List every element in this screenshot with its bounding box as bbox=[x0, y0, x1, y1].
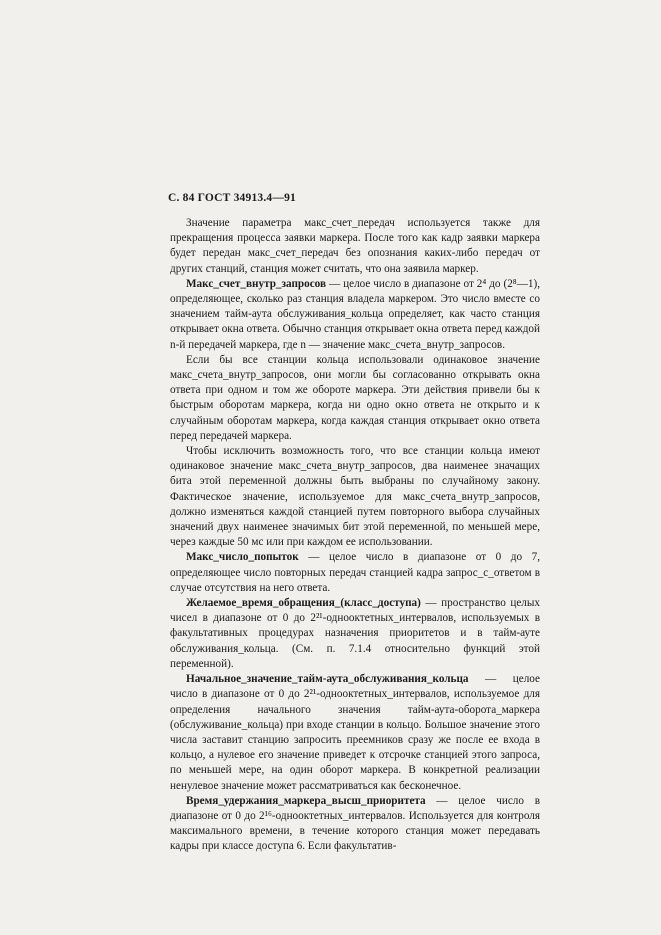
term: Макс_счет_внутр_запросов bbox=[186, 277, 327, 290]
term: Желаемое_время_обращения_(класс_доступа) bbox=[186, 597, 421, 610]
paragraph bbox=[170, 794, 540, 855]
paragraph bbox=[170, 672, 540, 794]
paragraph bbox=[170, 550, 540, 596]
paragraph-text: — пространство целых чисел в диапазоне от 0 до 2²¹-однооктетных_интервалов, используемых в факультативных процедурах назначения приоритетов и в тайм-ауте обслуживания_кольца. (См. п. 7.1.4 относительно функций этой переменной). bbox=[170, 597, 540, 670]
paragraph bbox=[170, 216, 540, 277]
term: Начальное_значение_тайм-аута_обслуживания_кольца bbox=[186, 673, 469, 686]
paragraph-text: Значение параметра макс_счет_передач используется также для прекращения процесса заявки маркера. После того как кадр заявки маркера будет передан макс_счет_передач без опознания каких-либо передач от других станций, станция может считать, что она заявила маркер. bbox=[170, 217, 540, 275]
paragraph-text: Чтобы исключить возможность того, что все станции кольца имеют одинаковое значение макс_счета_внутр_запросов, два наименее значащих бита этой переменной должны быть выбраны по случайному закону. Фактическое значение, используемое для макс_счета_внутр_запросов, должно изменяться каждой станцией путем повторного выбора случайных значений двух наименее значимых бит этой переменной, по меньшей мере, через каждые 50 мс или при каждом ее использовании. bbox=[170, 445, 540, 549]
document-body bbox=[170, 216, 540, 855]
paragraph bbox=[170, 277, 540, 353]
paragraph bbox=[170, 444, 540, 550]
page-header: С. 84 ГОСТ 34913.4—91 bbox=[168, 192, 296, 204]
term: Макс_число_попыток bbox=[186, 551, 299, 564]
paragraph bbox=[170, 353, 540, 444]
paragraph-text: — целое число в диапазоне от 0 до 2¹⁶-однооктетных_интервалов. Используется для контроля максимального времени, в течение которого станция может передавать кадры при классе доступа 6. Если факультатив- bbox=[170, 794, 540, 853]
term: Время_удержания_маркера_высш_приоритета bbox=[186, 794, 426, 807]
paragraph-text: — целое число в диапазоне от 2⁴ до (2⁸—1), определяющее, сколько раз станция владела маркером. Это число вместе со значением тайм-аута обслуживания_кольца определяет, как часто станция открывает окна ответа. Обычно станция открывает окна ответа перед каждой n-й передачей маркера, где n — значение макс_счета_внутр_запросов. bbox=[170, 277, 540, 351]
paragraph-text: Если бы все станции кольца использовали одинаковое значение макс_счета_внутр_запросов, они могли бы согласованно открывать окна ответа при одном и том же обороте маркера. Эти действия привели бы к быстрым оборотам маркера, когда ни одно окно ответа не открыто и к случайным оборотам маркера, когда каждая станция открывает окно ответа перед передачей маркера. bbox=[170, 353, 540, 442]
paragraph bbox=[170, 596, 540, 672]
paragraph-text: — целое число в диапазоне от 0 до 2²¹-однооктетных_интервалов, используемое для определения начального значения тайм-аута-оборота_маркера (обслуживание_кольца) при входе станции в кольцо. Большое значение этого числа заставит станцию запросить преемников сразу же после ее входа в кольцо, а нулевое его значение приведет к отсрочке станцией этого запроса, по меньшей мере, на один оборот маркера. В конкретной реализации ненулевое значение может рассматриваться как бесконечное. bbox=[170, 673, 540, 792]
paragraph-text: — целое число в диапазоне от 0 до 7, определяющее число повторных передач станцией кадра запрос_с_ответом в случае отсутствия на него ответа. bbox=[170, 551, 540, 594]
